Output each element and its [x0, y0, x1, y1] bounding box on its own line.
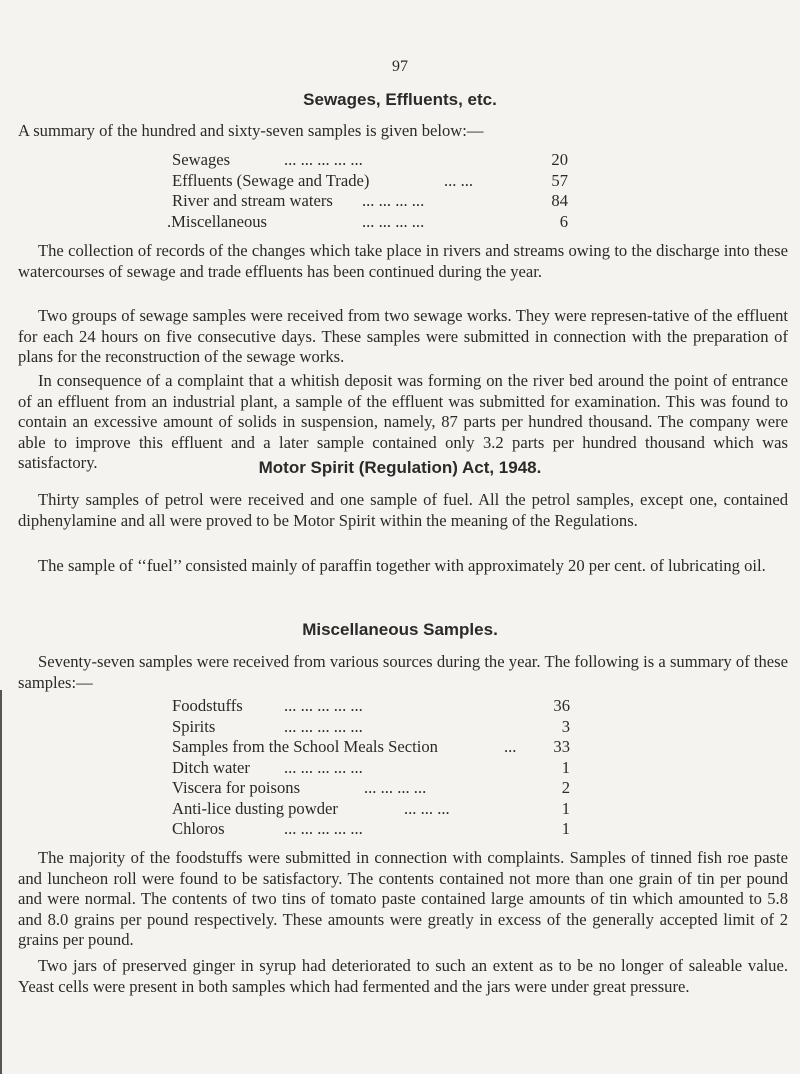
item-label: Ditch water	[172, 757, 250, 777]
item-label: Foodstuffs	[172, 696, 243, 715]
page-number: 97	[392, 58, 408, 75]
motor-spirit-paragraph-2: The sample of ‘‘fuel’’ consisted mainly of paraffin together with approximately 20 per cent. of lubricating oil.	[38, 556, 766, 575]
sewages-intro: A summary of the hundred and sixty-seven samples is given below:—	[18, 121, 484, 140]
sewages-paragraph-2: Two groups of sewage samples were received from two sewage works. They were represen-tative of the effluent for each 24 hours on five consecutive days. These samples were submitted in connection with the preparation of plans for the reconstruction of the sewage works.	[18, 306, 788, 366]
motor-spirit-paragraph-1: Thirty samples of petrol were received and one sample of fuel. All the petrol samples, except one, contained diphenylamine and all were proved to be Motor Spirit within the meaning of the Regulations.	[18, 490, 788, 530]
item-label: Samples from the School Meals Section	[172, 737, 438, 756]
heading-motor-spirit: Motor Spirit (Regulation) Act, 1948.	[258, 458, 542, 477]
miscellaneous-paragraph-1: The majority of the foodstuffs were submitted in connection with complaints. Samples of tinned fish roe paste and luncheon roll were found to be satisfactory. The contents contained not more than one grain of tin per pound and were normal. The contents of two tins of tomato paste contained large amounts of tin which amounted to 5.8 and 8.0 grains per pound respectively. These amounts were greatly in excess of the generally accepted limit of 2 grains per pound.	[18, 848, 788, 949]
item-label: Effluents (Sewage and Trade)	[172, 170, 370, 190]
leader-dots: ... ... ... ... ...	[284, 716, 363, 736]
list-item	[172, 191, 568, 212]
list-item	[167, 211, 568, 233]
list-item	[172, 171, 568, 192]
leader-dots: ... ...	[444, 170, 474, 190]
list-item	[172, 758, 570, 779]
item-value: 2	[561, 778, 570, 797]
item-label: Spirits	[172, 716, 216, 736]
item-value: 84	[551, 191, 568, 210]
item-value: 1	[561, 798, 570, 818]
leader-dots: ... ... ... ...	[364, 778, 427, 797]
sewages-paragraph-1: The collection of records of the changes which take place in rivers and streams owing to the discharge into these watercourses of sewage and trade effluents has been continued during the year.	[18, 241, 788, 281]
heading-sewages: Sewages, Effluents, etc.	[303, 90, 497, 109]
item-label: Anti-lice dusting powder	[172, 798, 338, 818]
leader-dots: ... ... ... ... ...	[284, 696, 363, 715]
list-item	[172, 696, 570, 717]
sewages-paragraph-3: In consequence of a complaint that a whitish deposit was forming on the river bed around the point of entrance of an effluent from an industrial plant, a sample of the effluent was submitted for examination. This was found to contain an excessive amount of solids in suspension, namely, 87 parts per hundred thousand. The company were able to improve this effluent and a later sample contained only 3.2 parts per hundred thousand which was satisfactory.	[18, 371, 788, 472]
leader-dots: ... ... ... ...	[362, 211, 425, 231]
list-item	[172, 778, 570, 799]
list-item	[172, 737, 570, 758]
leader-dots: ...	[504, 737, 517, 756]
item-value: 1	[561, 757, 570, 777]
item-value: 6	[559, 211, 568, 231]
leader-dots: ... ... ...	[404, 798, 450, 818]
item-label: Viscera for poisons	[172, 778, 301, 797]
leader-dots: ... ... ... ... ...	[284, 819, 363, 838]
scan-edge-line	[0, 690, 2, 1074]
miscellaneous-summary-list	[172, 696, 570, 840]
heading-miscellaneous: Miscellaneous Samples.	[302, 620, 498, 639]
item-value: 57	[551, 170, 568, 190]
item-value: 3	[561, 716, 570, 736]
item-value: 20	[551, 150, 568, 169]
item-label: Chloros	[172, 819, 225, 838]
miscellaneous-intro: Seventy-seven samples were received from various sources during the year. The following is a summary of these samples:—	[18, 652, 788, 692]
item-label: .Miscellaneous	[167, 211, 268, 231]
item-value: 33	[553, 737, 570, 756]
item-value: 1	[561, 819, 570, 838]
list-item	[172, 799, 570, 820]
miscellaneous-paragraph-2: Two jars of preserved ginger in syrup had deteriorated to such an extent as to be no longer of saleable value. Yeast cells were present in both samples which had fermented and the jars were under great pressure.	[18, 956, 788, 996]
item-label: Sewages	[172, 150, 231, 169]
list-item	[172, 819, 570, 840]
item-label: River and stream waters	[172, 191, 333, 210]
leader-dots: ... ... ... ... ...	[284, 757, 363, 777]
list-item	[172, 717, 570, 738]
leader-dots: ... ... ... ... ...	[284, 150, 363, 169]
item-value: 36	[553, 696, 570, 715]
list-item	[172, 150, 568, 171]
sewages-summary-list	[167, 150, 568, 232]
leader-dots: ... ... ... ...	[362, 191, 425, 210]
